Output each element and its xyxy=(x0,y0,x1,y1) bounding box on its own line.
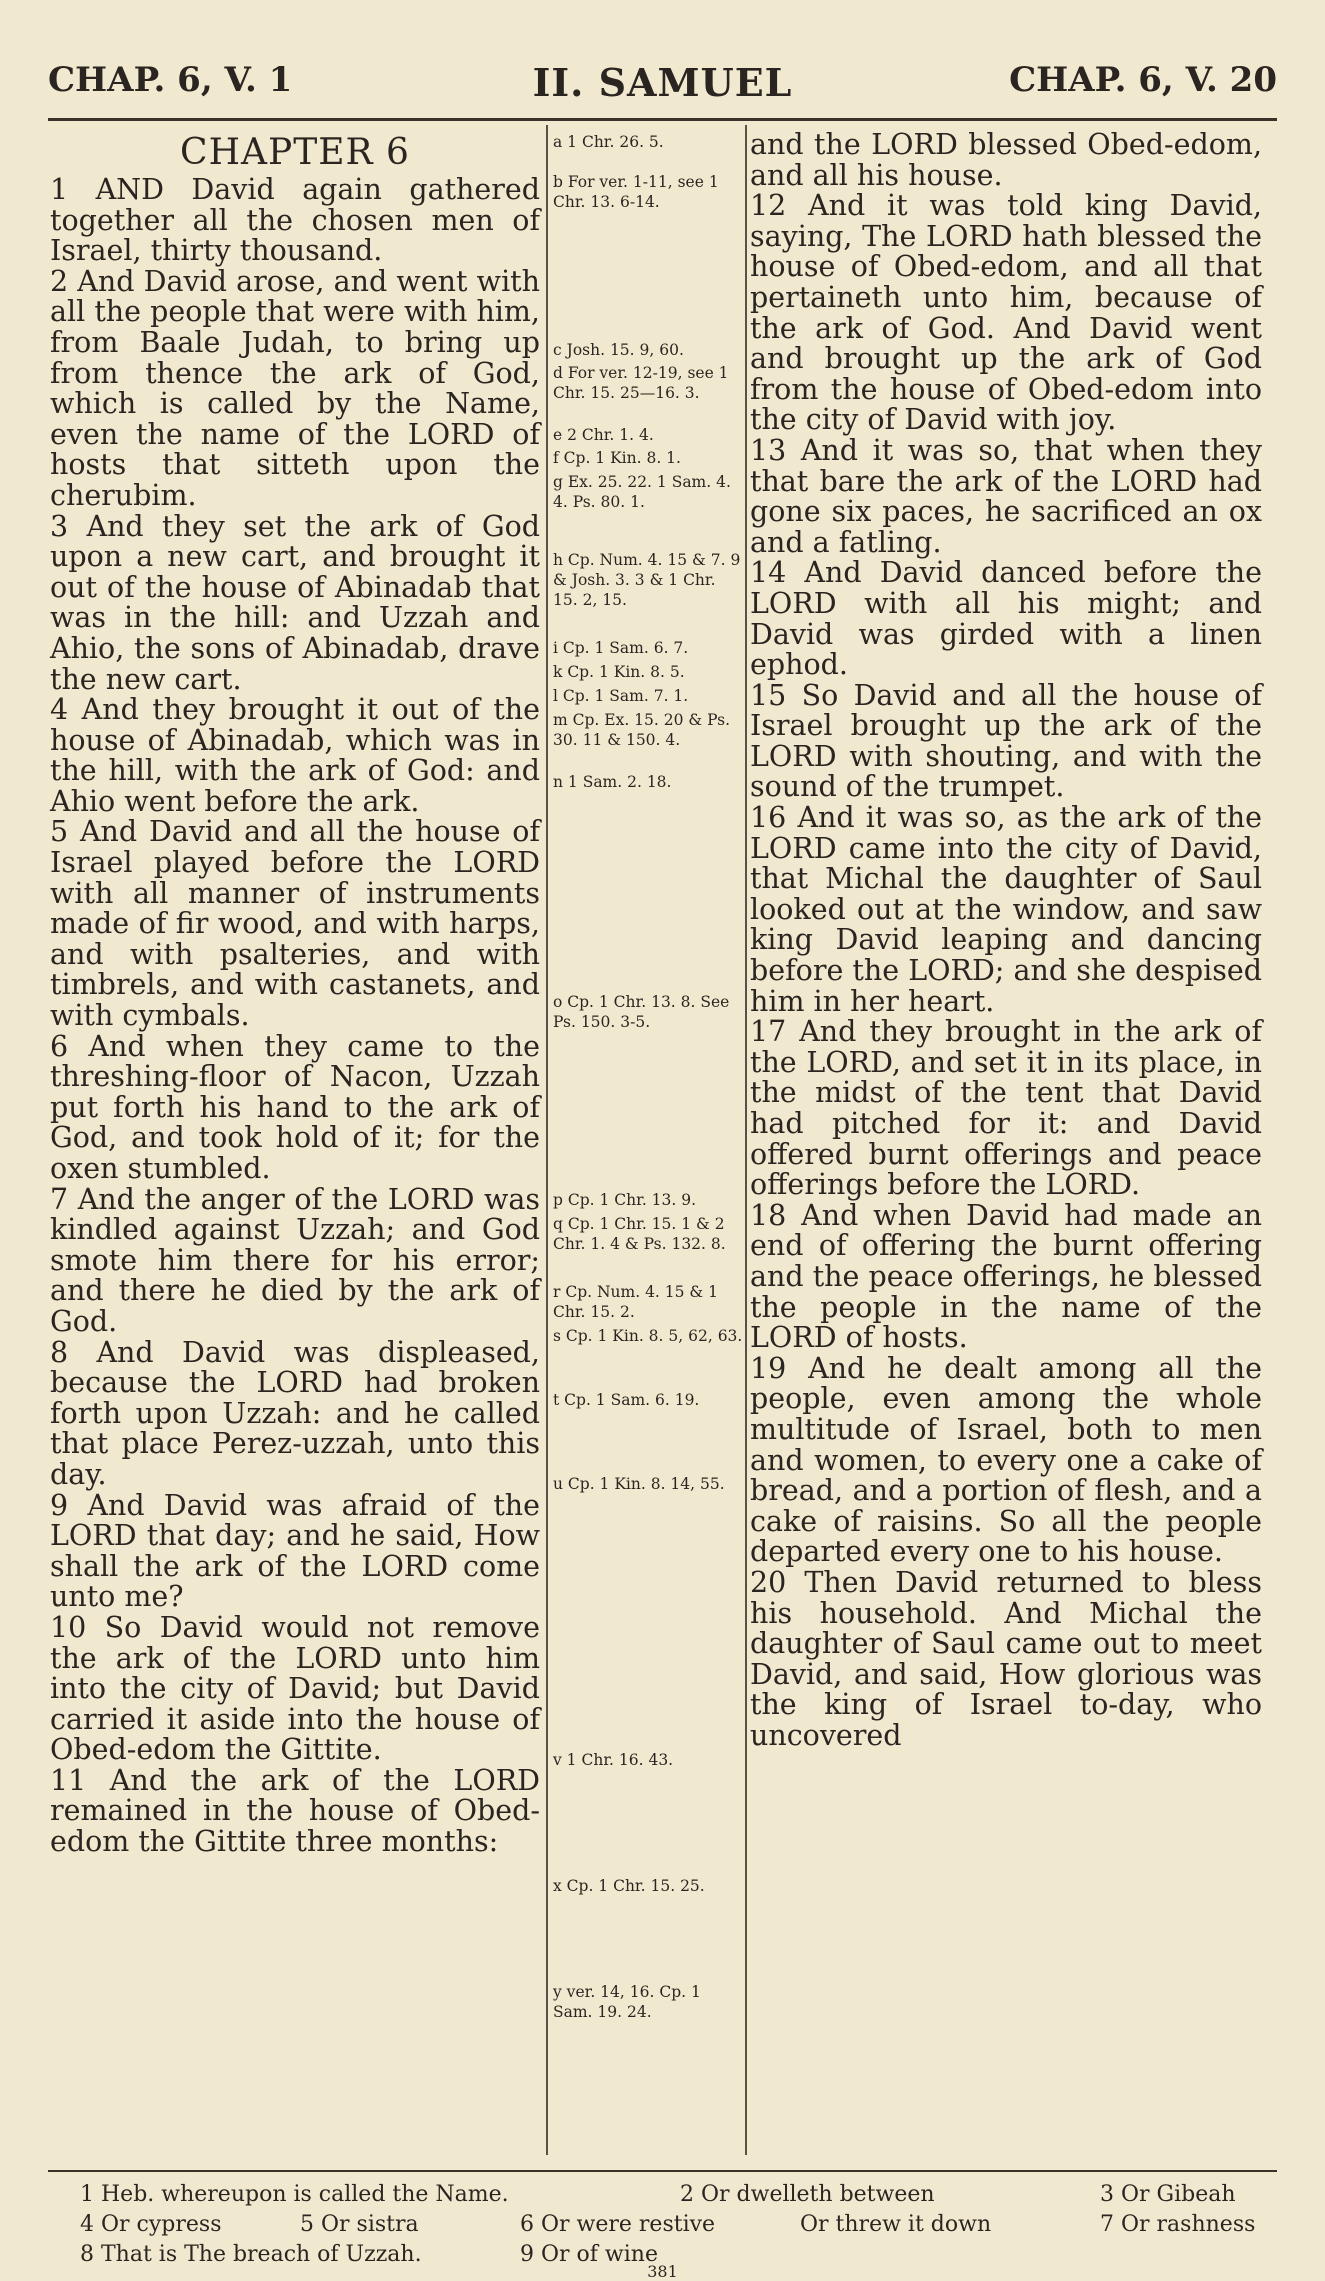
footnote-2: 2 Or dwelleth between xyxy=(680,2182,935,2207)
text-column-left xyxy=(50,130,540,1858)
verse-3: 3 And they set the ark of God upon a new cart, and brought it out of the house of Abinadab that was in the hill: and Uzzah and Ahio, the sons of Abinadab, drave the new cart. xyxy=(50,509,540,696)
cross-ref-n: n 1 Sam. 2. 18. xyxy=(553,773,672,791)
cross-ref-c: c Josh. 15. 9, 60. xyxy=(553,341,684,359)
verse-18: 18 And when David had made an end of offering the burnt offering and the peace offerings, he blessed the people in the name of the LORD of hosts. xyxy=(750,1198,1262,1355)
cross-ref-m: m Cp. Ex. 15. 20 & Ps. 30. 11 & 150. 4. xyxy=(553,711,731,749)
cross-ref-i: i Cp. 1 Sam. 6. 7. xyxy=(553,639,689,657)
cross-ref-l: l Cp. 1 Sam. 7. 1. xyxy=(553,687,689,705)
cross-ref-x: x Cp. 1 Chr. 15. 25. xyxy=(553,1877,705,1895)
footnotes xyxy=(80,2180,1265,2270)
cross-ref-o: o Cp. 1 Chr. 13. 8. See Ps. 150. 3-5. xyxy=(553,993,730,1031)
verse-1: 1 AND David again gathered together all the chosen men of Israel, thirty thousand. xyxy=(50,173,540,268)
cross-ref-f: f Cp. 1 Kin. 8. 1. xyxy=(553,449,681,467)
footnote-3: 3 Or Gibeah xyxy=(1100,2182,1236,2207)
footnote-row xyxy=(80,2180,1265,2210)
verse-16: 16 And it was so, as the ark of the LORD came into the city of David, that Michal the daughter of Saul looked out at the window, and saw king David leaping and dancing before the LORD; and she despised him in her heart. xyxy=(750,801,1262,1018)
footnote-rule xyxy=(48,2170,1277,2172)
verse-9: 9 And David was afraid of the LORD that day; and he said, How shall the ark of the LORD come unto me? xyxy=(50,1488,540,1614)
cross-ref-t: t Cp. 1 Sam. 6. 19. xyxy=(553,1391,700,1409)
cross-ref-h: h Cp. Num. 4. 15 & 7. 9 & Josh. 3. 3 & 1 Chr. 15. 2, 15. xyxy=(553,551,741,609)
text-column-right xyxy=(750,130,1262,1751)
verse-7: 7 And the anger of the LORD was kindled against Uzzah; and God smote him there for his error; and there he died by the ark of God. xyxy=(50,1182,540,1338)
cross-ref-s: s Cp. 1 Kin. 8. 5, 62, 63. xyxy=(553,1327,743,1345)
cross-ref-e: e 2 Chr. 1. 4. xyxy=(553,426,654,444)
cross-ref-v: v 1 Chr. 16. 43. xyxy=(553,1751,674,1769)
footnote-7: 7 Or rashness xyxy=(1100,2212,1256,2237)
verse-6: 6 And when they came to the threshing-floor of Nacon, Uzzah put forth his hand to the ark of God, and took hold of it; for the oxen stumbled. xyxy=(50,1029,540,1185)
verse-17: 17 And they brought in the ark of the LORD, and set it in its place, in the midst of the tent that David had pitched for it: and David offered burnt offerings and peace offerings before the LORD. xyxy=(750,1015,1262,1202)
verse-19: 19 And he dealt among all the people, even among the whole multitude of Israel, both to men and women, to every one a cake of bread, and a portion of flesh, and a cake of raisins. So all the people departed every one to his house. xyxy=(750,1351,1262,1569)
cross-ref-y: y ver. 14, 16. Cp. 1 Sam. 19. 24. xyxy=(553,1983,701,2021)
verse-5: 5 And David and all the house of Israel played before the LORD with all manner of instruments made of fir wood, and with harps, and with psalteries, and with timbrels, and with castanets, and with cymbals. xyxy=(50,815,540,1033)
header-rule xyxy=(48,118,1277,121)
cross-ref-q: q Cp. 1 Chr. 15. 1 & 2 Chr. 1. 4 & Ps. 132. 8. xyxy=(553,1215,726,1253)
verse-20: 20 Then David returned to bless his household. And Michal the daughter of Saul came out to meet David, and said, How glorious was the king of Israel to-day, who uncovered xyxy=(750,1565,1262,1752)
running-header xyxy=(48,60,1277,116)
chapter-heading: CHAPTER 6 xyxy=(180,132,410,173)
verse-11: 11 And the ark of the LORD remained in the house of Obed-edom the Gittite three months: xyxy=(50,1763,540,1859)
verse-2: 2 And David arose, and went with all the people that were with him, from Baale Judah, to bring up from thence the ark of God, which is called by the Name, even the name of the LORD of hosts that sitteth upon the cherubim. xyxy=(50,264,540,512)
cross-reference-column xyxy=(553,130,743,2160)
header-left-reference: CHAP. 6, V. 1 xyxy=(48,60,293,100)
footnote-9: 9 Or of wine xyxy=(520,2242,658,2267)
footnote-5: 5 Or sistra xyxy=(300,2212,419,2237)
column-divider-right xyxy=(745,125,747,2155)
verse-4: 4 And they brought it out of the house of Abinadab, which was in the hill, with the ark of God: and Ahio went before the ark. xyxy=(50,693,540,818)
cross-ref-r: r Cp. Num. 4. 15 & 1 Chr. 15. 2. xyxy=(553,1283,719,1321)
header-right-reference: CHAP. 6, V. 20 xyxy=(1009,60,1277,100)
footnote-6: 6 Or were restive xyxy=(520,2212,716,2237)
verse-12: 12 And it was told king David, saying, The LORD hath blessed the house of Obed-edom, and all that pertaineth unto him, because of the ark of God. And David went and brought up the ark of God from the house of Obed-edom into the city of David with joy. xyxy=(750,189,1262,437)
verse-10: 10 So David would not remove the ark of the LORD unto him into the city of David; but David carried it aside into the house of Obed-edom the Gittite. xyxy=(50,1610,540,1767)
page-number: 381 xyxy=(647,2262,678,2281)
column-divider-left xyxy=(546,125,548,2155)
cross-ref-b: b For ver. 1-11, see 1 Chr. 13. 6-14. xyxy=(553,173,719,211)
verse-11-continued: and the LORD blessed Obed-edom, and all his house. xyxy=(750,128,1262,192)
cross-ref-a: a 1 Chr. 26. 5. xyxy=(553,133,664,151)
cross-ref-u: u Cp. 1 Kin. 8. 14, 55. xyxy=(553,1475,725,1493)
book-title: II. SAMUEL xyxy=(532,60,793,105)
cross-ref-g: g Ex. 25. 22. 1 Sam. 4. 4. Ps. 80. 1. xyxy=(553,473,731,511)
footnote-6-alt: Or threw it down xyxy=(800,2212,992,2237)
verse-13: 13 And it was so, that when they that bare the ark of the LORD had gone six paces, he sacrificed an ox and a fatling. xyxy=(750,433,1262,559)
footnote-row xyxy=(80,2210,1265,2240)
footnote-4: 4 Or cypress xyxy=(80,2212,222,2237)
verse-14: 14 And David danced before the LORD with all his might; and David was girded with a linen ephod. xyxy=(750,556,1262,682)
verse-8: 8 And David was displeased, because the LORD had broken forth upon Uzzah: and he called that place Perez-uzzah, unto this day. xyxy=(50,1335,540,1491)
footnote-8: 8 That is The breach of Uzzah. xyxy=(80,2242,422,2267)
cross-ref-k: k Cp. 1 Kin. 8. 5. xyxy=(553,663,685,681)
verse-15: 15 So David and all the house of Israel brought up the ark of the LORD with shouting, and with the sound of the trumpet. xyxy=(750,678,1262,804)
cross-ref-d: d For ver. 12-19, see 1 Chr. 15. 25—16. 3. xyxy=(553,364,729,402)
footnote-1: 1 Heb. whereupon is called the Name. xyxy=(80,2182,509,2207)
cross-ref-p: p Cp. 1 Chr. 13. 9. xyxy=(553,1191,697,1209)
